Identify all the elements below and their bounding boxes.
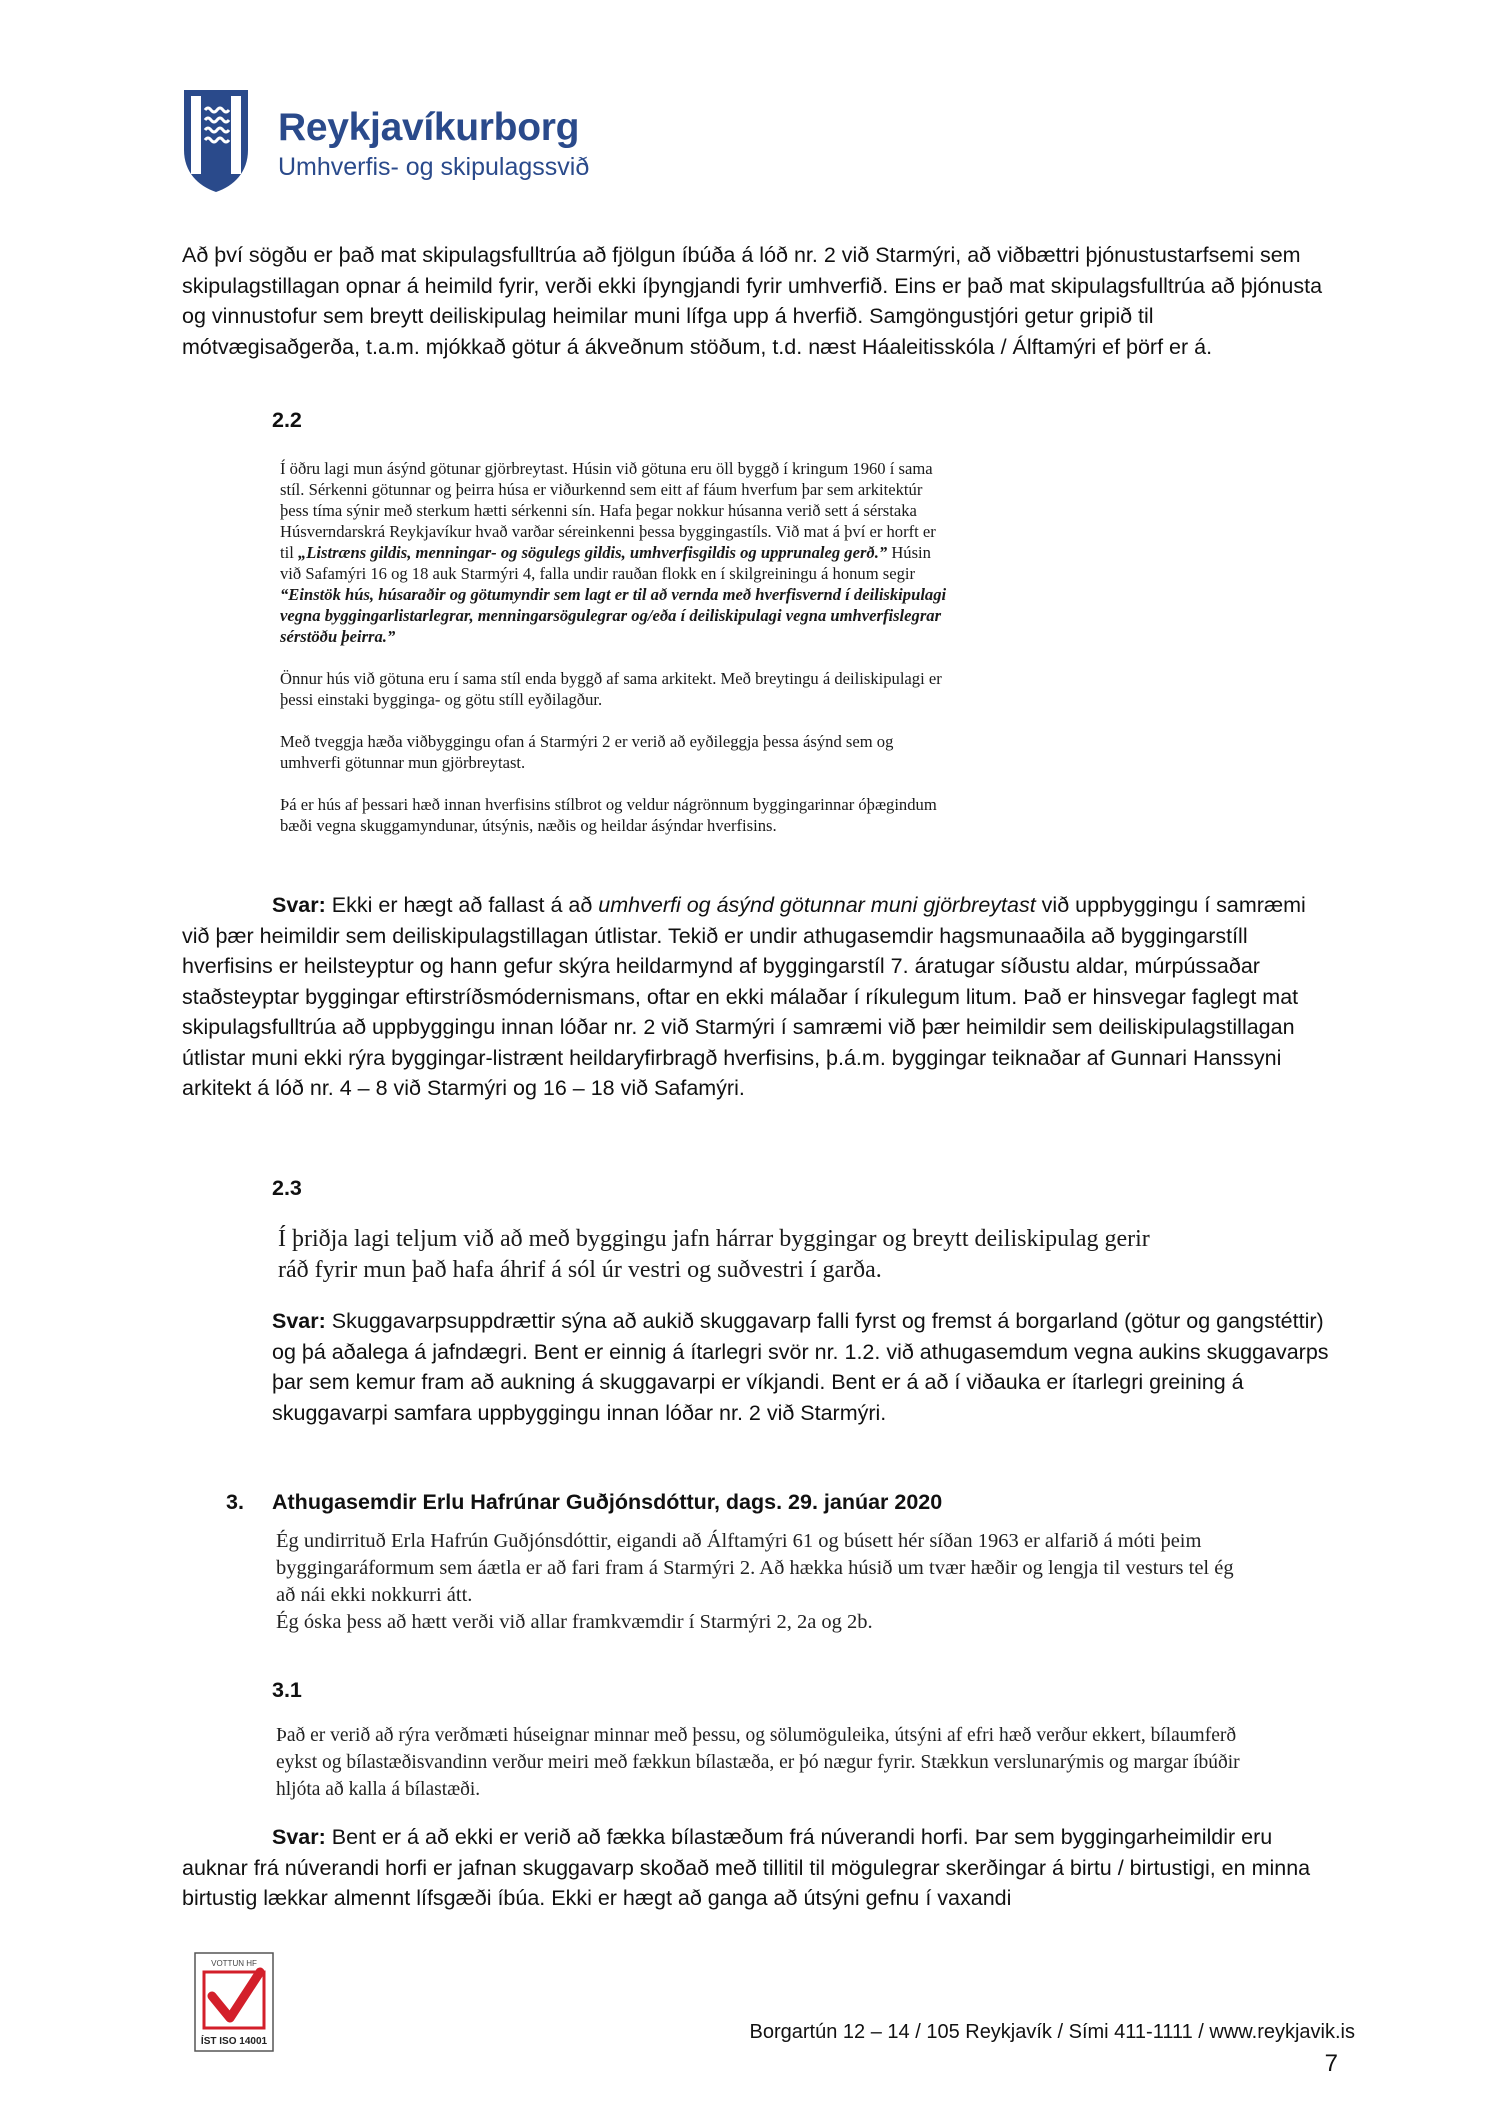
answer-label: Svar: <box>272 1825 326 1849</box>
section-3-1-number: 3.1 <box>272 1678 302 1702</box>
quote-2-2-p2: Önnur hús við götuna eru í sama stíl enda byggð af sama arkitekt. Með breytingu á deiliskipulagi er þessi einstaki bygginga- og götu stíll eyðilagður. <box>280 669 942 709</box>
quote-2-2 <box>280 458 952 857</box>
section-3-number: 3. <box>226 1490 244 1514</box>
iso-certification-badge <box>194 1952 274 2052</box>
answer-label: Svar: <box>272 893 326 917</box>
footer-address: Borgartún 12 – 14 / 105 Reykjavík / Sími 411-1111 / www.reykjavik.is <box>749 2021 1355 2043</box>
answer-label: Svar: <box>272 1309 326 1333</box>
section-2-2-number: 2.2 <box>272 408 302 432</box>
quote-3 <box>276 1528 1256 1636</box>
quote-2-2-p1: Í öðru lagi mun ásýnd götunar gjörbreytast. Húsin við götuna eru öll byggð í kringum 1960 í sama stíl. Sérkenni götunnar og þeirra húsa er viðurkennd sem eitt af fáum hverfum þar sem arkitektúr þess tíma sýnir með sterkum hætti sérkenni sín. Hafa þegar nokkur húsanna verið sett á sérstaka Húsverndarskrá Reykjavíkur hvað varðar séreinkenni þessa byggingastíls. Við mat á því er horft er til „Listræns gildis, menningar- og sögulegs gildis, umhverfisgildis og upprunaleg gerð.” Húsin við Safamýri 16 og 18 auk Starmýri 4, falla undir rauðan flokk en í skilgreiningu á honum segir “Einstök hús, húsaraðir og götumyndir sem lagt er til að vernda með hverfisvernd í deiliskipulagi vegna byggingarlistarlegrar, menningarsögulegrar og/eða í deiliskipulagi vegna umhverfislegrar sérstöðu þeirra.” <box>280 459 947 646</box>
section-2-3-number: 2.3 <box>272 1176 302 1200</box>
section-3-heading: Athugasemdir Erlu Hafrúnar Guðjónsdóttur, dags. 29. janúar 2020 <box>272 1490 943 1514</box>
quote-3-p2: Ég óska þess að hætt verði við allar framkvæmdir í Starmýri 2, 2a og 2b. <box>276 1611 873 1633</box>
answer-2-2: Svar: Ekki er hægt að fallast á að umhverfi og ásýnd götunnar muni gjörbreytast við uppbyggingu í samræmi við þær heimildir sem deiliskipulagstillagan útlistar. Tekið er undir athugasemdir hagsmunaaðila að byggingarstíll hverfisins er heilsteyptur og hann gefur skýra heildarmynd af byggingarstíl 7. áratugar síðustu aldar, múrpússaðar staðsteyptar byggingar eftirstríðsmódernismans, oftar en ekki málaðar í ríkulegum litum. Það er hinsvegar faglegt mat skipulagsfulltrúa að uppbyggingu innan lóðar nr. 2 við Starmýri í samræmi við þær heimildir sem deiliskipulagstillagan útlistar muni ekki rýra byggingar-listrænt heildaryfirbragð hverfisins, þ.á.m. byggingar teiknaðar af Gunnari Hanssyni arkitekt á lóð nr. 4 – 8 við Starmýri og 16 – 18 við Safamýri. <box>182 893 1306 1100</box>
cert-top-text: VOTTUN HF <box>211 1959 257 1968</box>
quote-3-1: Það er verið að rýra verðmæti húseignar minnar með þessu, og sölumöguleika, útsýni af efri hæð verður ekkert, bílaumferð eykst og bílastæðisvandinn verður meiri með fækkun bílastæða, er þó nægur fyrir. Stækkun verslunarýmis og margar íbúðir hljóta að kalla á bílastæði. <box>276 1725 1240 1800</box>
quote-2-3: Í þriðja lagi teljum við að með byggingu jafn hárrar byggingar og breytt deiliskipulag gerir ráð fyrir mun það hafa áhrif á sól úr vestri og suðvestri í garða. <box>278 1226 1150 1283</box>
brand-block <box>278 106 589 182</box>
quote-2-2-p4: Þá er hús af þessari hæð innan hverfisins stílbrot og veldur nágrönnum byggingarinnar óþægindum bæði vegna skuggamyndunar, útsýnis, næðis og heildar ásýndar hverfisins. <box>280 795 937 835</box>
cert-bottom-text: ÍST ISO 14001 <box>200 2036 268 2047</box>
checkmark-icon <box>194 1952 274 2052</box>
department-name: Umhverfis- og skipulagssvið <box>278 153 590 181</box>
answer-2-3: Svar: Skuggavarpsuppdrættir sýna að aukið skuggavarp falli fyrst og fremst á borgarland (götur og gangstéttir) og þá aðalega á jafndægri. Bent er einnig á ítarlegri svör nr. 1.2. við athugasemdum vegna aukins skuggavarps þar sem kemur fram að aukning á skuggavarpi er víkjandi. Bent er á að í viðauka er ítarlegri greining á skuggavarpi samfara uppbyggingu innan lóðar nr. 2 við Starmýri. <box>272 1309 1329 1425</box>
org-name: Reykjavíkurborg <box>278 106 580 149</box>
quote-2-2-p3: Með tveggja hæða viðbyggingu ofan á Starmýri 2 er verið að eyðileggja þessa ásýnd sem og umhverfi götunnar mun gjörbreytast. <box>280 732 894 772</box>
answer-3-1: Svar: Bent er á að ekki er verið að fækka bílastæðum frá núverandi horfi. Þar sem byggingarheimildir eru auknar frá núverandi horfi er jafnan skuggavarp skoðað með tillitil til mögulegrar skerðingar á birtu / birtustigi, en minna birtustig lækkar almennt lífsgæði íbúa. Ekki er hægt að ganga að útsýni gefnu í vaxandi <box>182 1825 1311 1910</box>
quote-3-p1: Ég undirrituð Erla Hafrún Guðjónsdóttir, eigandi að Álftamýri 61 og búsett hér síðan 1963 er alfarið á móti þeim byggingaráformum sem áætla er að fari fram á Starmýri 2. Að hækka húsið um tvær hæðir og lengja til vesturs tel ég að nái ekki nokkurri átt. <box>276 1530 1234 1606</box>
page-number: 7 <box>1324 2050 1338 2077</box>
intro-paragraph: Að því sögðu er það mat skipulagsfulltrúa að fjölgun íbúða á lóð nr. 2 við Starmýri, að viðbættri þjónustustarfsemi sem skipulagstillagan opnar á heimild fyrir, verði ekki íþyngjandi fyrir umhverfið. Eins er það mat skipulagsfulltrúa að þjónusta og vinnustofur sem breytt deiliskipulag heimilar muni lífga upp á hverfið. Samgöngustjóri getur gripið til mótvægisaðgerða, t.a.m. mjókkað götur á ákveðnum stöðum, t.d. næst Háaleitisskóla / Álftamýri ef þörf er á. <box>182 243 1323 359</box>
reykjavik-crest-icon <box>182 88 250 194</box>
